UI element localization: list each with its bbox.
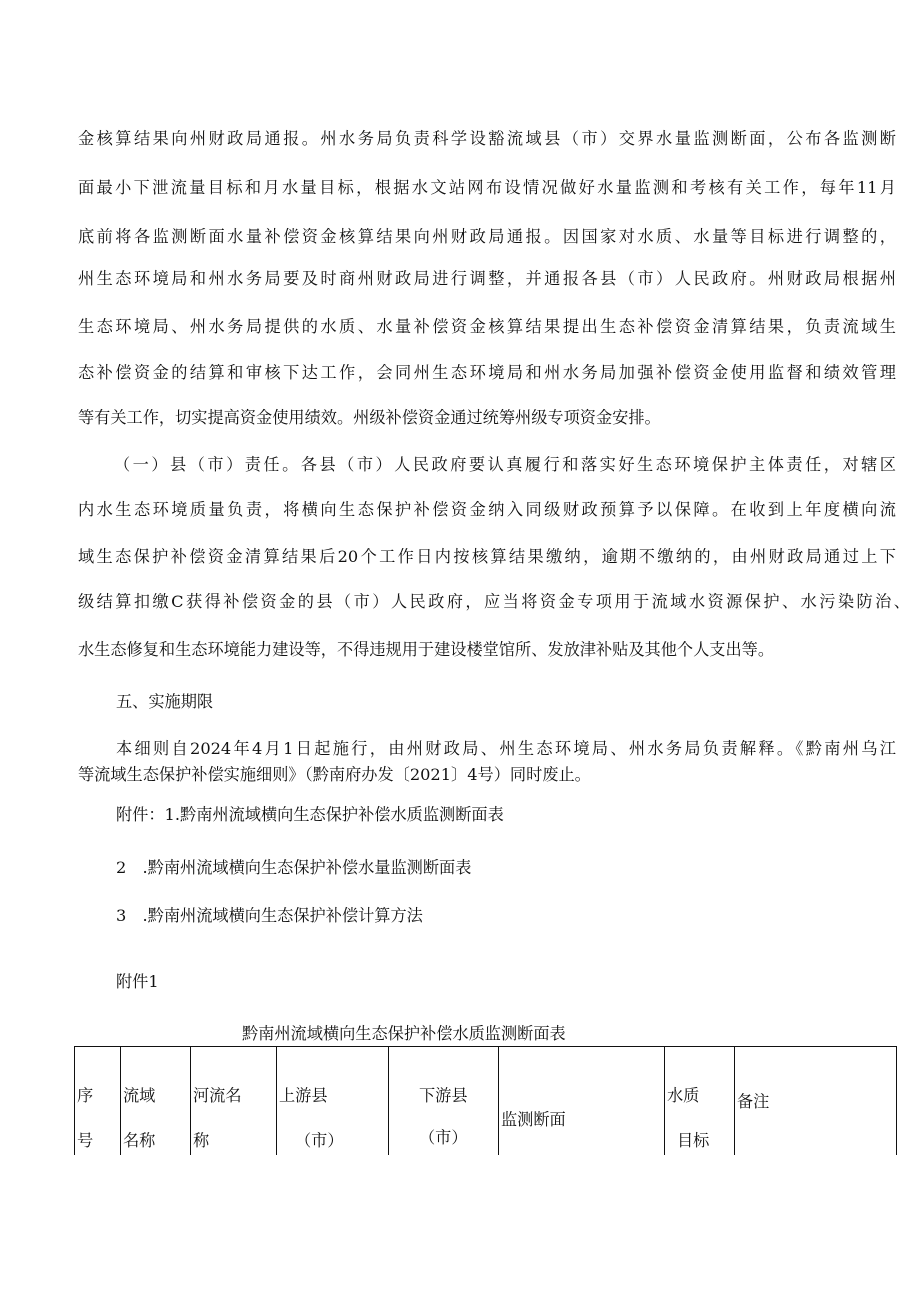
attachment-item: 2 .黔南州流域横向生态保护补偿水量监测断面表 <box>116 858 472 877</box>
paragraph-1-line: 面最小下泄流量目标和月水量目标，根据水文站网布设情况做好水量监测和考核有关工作，每年11月 <box>78 178 896 197</box>
paragraph-2-line: 域生态保护补偿资金清算结果后20个工作日内按核算结果缴纳，逾期不缴纳的，由州财政局通过上下 <box>78 547 896 566</box>
paragraph-2-line: 级结算扣缴C获得补偿资金的县（市）人民政府，应当将资金专项用于流域水资源保护、水污染防治、 <box>78 592 910 611</box>
header-text: 称 <box>193 1131 210 1150</box>
paragraph-1-line: 州生态环境局和州水务局要及时商州财政局进行调整，并通报各县（市）人民政府。州财政局根据州 <box>78 269 896 288</box>
paragraph-2-line: 水生态修复和生态环境能力建设等，不得违规用于建设楼堂馆所、发放津补贴及其他个人支出等。 <box>78 640 775 659</box>
header-text: 备注 <box>737 1092 770 1111</box>
paragraph-1-line: 态补偿资金的结算和审核下达工作，会同州生态环境局和州水务局加强补偿资金使用监督和绩效管理 <box>78 363 896 382</box>
header-text: 序 <box>77 1086 94 1105</box>
header-cell-quality-target <box>665 1047 735 1156</box>
header-text: 下游县 <box>419 1086 468 1105</box>
paragraph-2-line: （一）县（市）责任。各县（市）人民政府要认真履行和落实好生态环境保护主体责任，对辖区 <box>114 455 896 474</box>
header-text: 水质 <box>667 1086 700 1105</box>
header-text: 名称 <box>123 1131 156 1150</box>
table-title: 黔南州流域横向生态保护补偿水质监测断面表 <box>242 1024 566 1043</box>
header-text: 目标 <box>677 1131 710 1150</box>
header-text: 河流名 <box>193 1086 242 1105</box>
paragraph-3-line: 本细则自2024年4月1日起施行，由州财政局、州生态环境局、州水务局负责解释。《黔南州乌江 <box>116 739 896 758</box>
header-cell-serial <box>75 1047 121 1156</box>
header-cell-upstream-county <box>277 1047 389 1156</box>
paragraph-1-line: 生态环境局、州水务局提供的水质、水量补偿资金核算结果提出生态补偿资金清算结果，负责流域生 <box>78 317 896 336</box>
attachment-item: 附件：1.黔南州流域横向生态保护补偿水质监测断面表 <box>116 805 504 824</box>
header-text: 号 <box>77 1131 94 1150</box>
paragraph-1-line: 等有关工作，切实提高资金使用绩效。州级补偿资金通过统筹州级专项资金安排。 <box>78 408 661 427</box>
paragraph-3-line: 等流域生态保护补偿实施细则》（黔南府办发〔2021〕4号）同时废止。 <box>78 765 591 784</box>
header-text: （市） <box>419 1128 468 1147</box>
header-cell-river <box>191 1047 277 1156</box>
appendix-label: 附件1 <box>116 972 159 991</box>
header-text: 流域 <box>123 1086 156 1105</box>
paragraph-1-line: 金核算结果向州财政局通报。州水务局负责科学设豁流域县（市）交界水量监测断面，公布各监测断 <box>78 129 896 148</box>
table-header-row <box>75 1047 897 1156</box>
header-cell-monitoring-section <box>499 1047 665 1156</box>
header-cell-downstream-county <box>389 1047 499 1156</box>
header-cell-remarks <box>735 1047 897 1156</box>
header-cell-basin <box>121 1047 191 1156</box>
header-text: （市） <box>295 1131 344 1150</box>
header-text: 上游县 <box>279 1086 328 1105</box>
header-text: 监测断面 <box>501 1110 566 1129</box>
water-quality-table <box>74 1046 897 1155</box>
paragraph-2-line: 内水生态环境质量负责，将横向生态保护补偿资金纳入同级财政预算予以保障。在收到上年度横向流 <box>78 500 896 519</box>
section-heading-implementation-period: 五、实施期限 <box>116 692 214 711</box>
attachment-item: 3 .黔南州流域横向生态保护补偿计算方法 <box>116 906 423 925</box>
paragraph-1-line: 底前将各监测断面水量补偿资金核算结果向州财政局通报。因国家对水质、水量等目标进行调整的， <box>78 227 896 246</box>
